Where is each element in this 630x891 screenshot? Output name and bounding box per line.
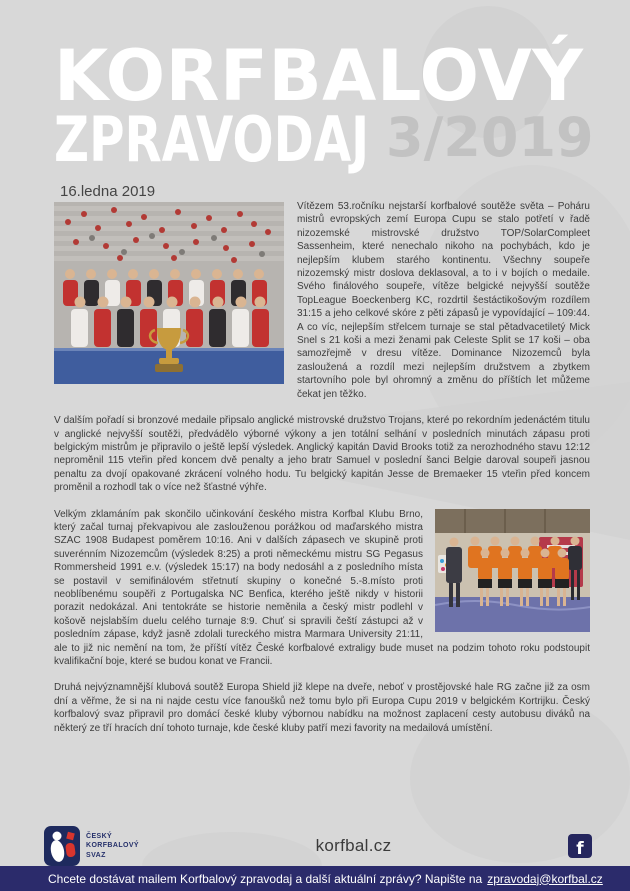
federation-name-line: KORFBALOVÝ: [86, 842, 139, 850]
subscribe-bar: [0, 866, 630, 891]
federation-name: [86, 832, 139, 859]
paragraph-europa-shield: [54, 681, 590, 735]
paragraph-text: V dalším pořadí si bronzové medaile připsalo anglické mistrovské družstvo Trojans, které po rekordním jedenáctém titulu v anglické nejvyšší soutěži, předvádělo výborné výkony a jen totální selhání v posledních minutách zápasu proti belgickým mistrům je připravilo o ještě lepší výsledek. Anglický kapitán David Brooks totiž za nerozhodného stavu 12:12 neproměnil 115 vteřin před koncem dvě penalty a jeho bratr Samuel v poslední šanci Belgie daroval soupeři jasnou penaltu za dvojí opakované zkrácení volného hodu. Tu belgický kapitán Jesse de Bremaeker 15 vteřin před koncem proměnil a rozhodl tak o více než šťastné výhře.: [54, 415, 590, 494]
facebook-icon[interactable]: [568, 834, 592, 858]
subscribe-text: Chcete dostávat mailem Korfbalový zpravodaj a další aktuální zprávy? Napište na: [48, 871, 483, 886]
brno-team-photo: [435, 509, 590, 632]
facebook-f-glyph: f: [576, 839, 584, 858]
paragraph-trojans: [54, 414, 590, 494]
paragraph-text: Velkým zklamáním pak skončilo učinkování českého mistra Korfbal Klubu Brno, který začal turnaj překvapivou ale zaslouženou porážkou od maďarského mistra SZAC 1908 Budapest poměrem 10:16. Ani v dalších zápasech ve skupině proti suverénním Nizozemcům (výsledek 8:25) a proti německému mistru SG Pegasus Rommersheid 1991 e.v. (výsledek 15:17) na body nedosáhl a z posledního místa se postavil v semifinálovém střetnutí skupiny o konečné 5.-8.místo proti neoblíbenému soupěři z Portugalska NC Benfica, kterého ještě nikdy v historii porazit nedokázal. Ani tentokráte se historie neměnila a český mistr podlehl v košově nejslabším duelu celého turnaje 8:9. Chuť si spravili čeští zástupci až v posledním zápase, když jasně zdolali tureckého mistra Marmara University 21:11, ale to již nic nemění na tom, že příští vítěz České korfbalové extraligy bude muset na podzim tohoto roku podstoupit kvalifikační boje, které se budou konat ve Francii.: [54, 508, 590, 667]
paragraph-text: Vítězem 53.ročníku nejstarší korfbalové soutěže světa – Poháru mistrů evropských zemí Europa Cupu se stalo potřetí v řadě nizozemské mistrovské družstvo TOP/SolarCompleet Sassenheim, které nenechalo nikoho na pochybách, kdo je nejlepším klubem starého kontinentu. Všechny soupeře nizozemský mistr doslova deklasoval, a to i v bojích o medaile. Svého finálového soupeře, vítěze belgické nejvyšší soutěže TopLeague Boeckenberg KC, rozdrtil šestáctikošovým rozdílem 31:15 a jeho celkové skóre z pěti zápasů je vypovídající – 109:44. A co víc, nejlepším střelcem turnaje se stal pětadvacetiletý Mick Snel s 21 koši a mezi ženami pak Celeste Split se 17 koši – oba samozřejmě v dresu vítěze. Dominance Nizozemců byla zasloužená a rozdíl mezi nejlepším družstvem a zbytkem startovního pole byl ohromný a změnu do příštích let můžeme čekat jen těžko.: [297, 201, 590, 400]
europa-cup-winners-photo: [54, 202, 284, 384]
article-body: [0, 196, 630, 741]
paragraph-text: Druhá nejvýznamnější klubová soutěž Europa Shield již klepe na dveře, neboť v prostějovské hale RG začne již za osm dní a věřme, že si na ni najde cestu více fanoušků než tomu bylo při Europa Cupu 2019 v belgickém Kortrijku. Český korfbalový svaz připravil pro domácí české kluby výbornou nabídku na možnost zaplacení cesty autobusu diváků na některý ze tří hracích dní tohoto turnaje, kde české kluby patří mezi favority na medailová umístění.: [54, 682, 590, 734]
footer: [44, 826, 592, 866]
federation-logo-block: [44, 826, 139, 866]
issue-date: 16.ledna 2019: [60, 183, 156, 201]
paragraph-brno: [54, 508, 590, 669]
federation-name-line: SVAZ: [86, 851, 106, 859]
issue-number: 3/2019: [386, 106, 594, 169]
czech-korfball-federation-logo: [44, 826, 80, 866]
subscribe-email-link[interactable]: zpravodaj@korfbal.cz: [487, 871, 603, 886]
newsletter-title-line2: ZPRAVODAJ: [54, 103, 370, 177]
newsletter-title-line1: KORFBALOVÝ: [54, 35, 584, 117]
federation-name-line: ČESKÝ: [86, 833, 113, 841]
website-text: korfbal.cz: [315, 836, 392, 855]
newsletter-header: [0, 0, 630, 201]
paragraph-europa-cup: [54, 200, 590, 401]
